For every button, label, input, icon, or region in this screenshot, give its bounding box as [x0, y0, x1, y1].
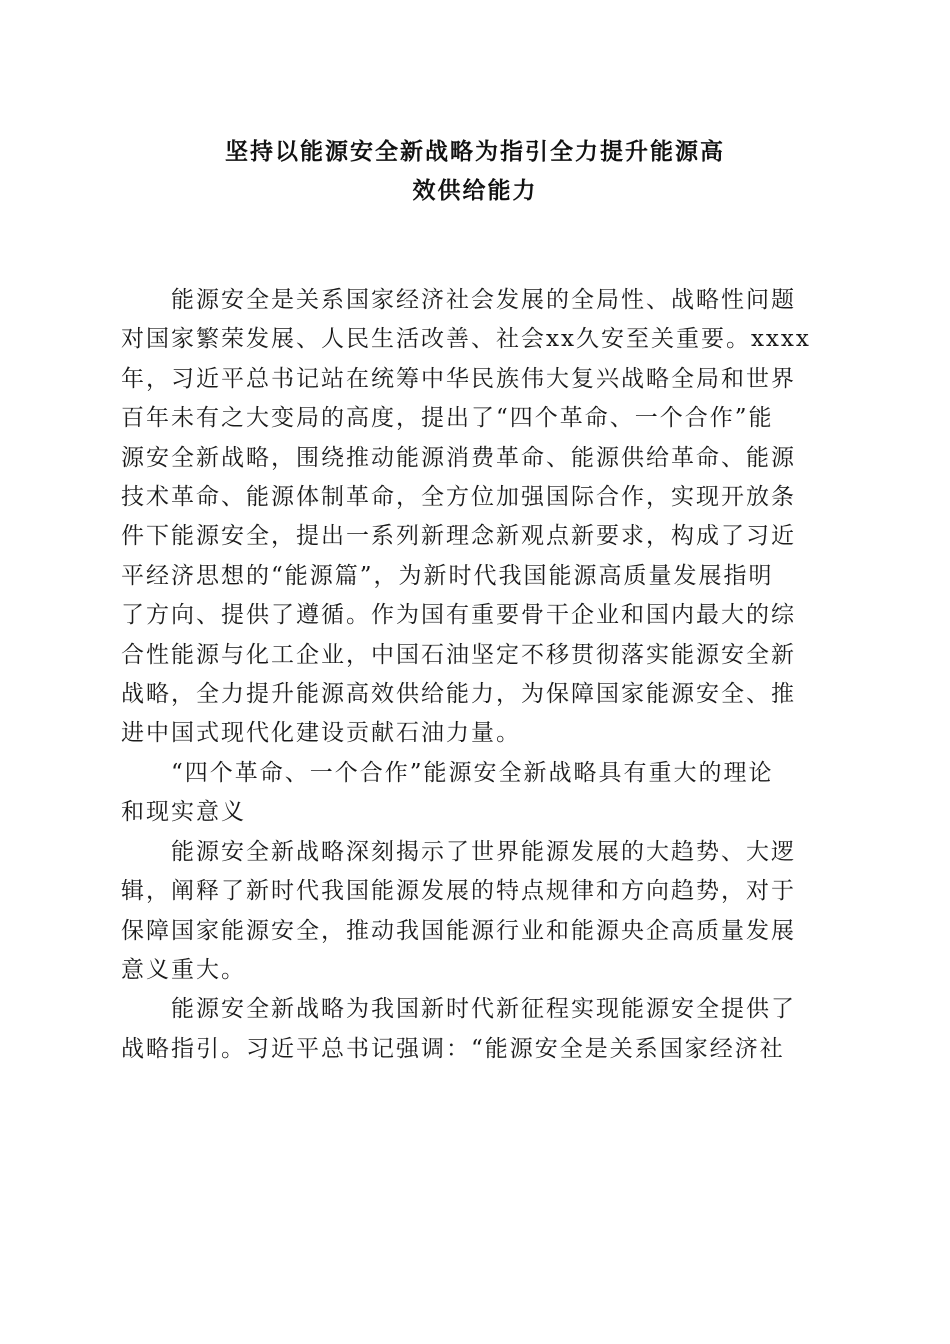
text-line: 年，习近平总书记站在统筹中华民族伟大复兴战略全局和世界 — [121, 365, 796, 392]
document-title — [110, 133, 840, 212]
text-line: 能源安全是关系国家经济社会发展的全局性、战略性问题 — [171, 287, 796, 313]
text-line: 意义重大。 — [121, 956, 246, 983]
heading-line: 和现实意义 — [121, 799, 246, 826]
text-line: 百年未有之大变局的高度，提出了“四个革命、一个合作”能 — [121, 405, 774, 432]
text-line: 保障国家能源安全，推动我国能源行业和能源央企高质量发展 — [121, 917, 796, 944]
text-line: 源安全新战略，围绕推动能源消费革命、能源供给革命、能源 — [121, 444, 796, 471]
paragraph-guidance — [121, 990, 831, 1069]
text-line: 能源安全新战略为我国新时代新征程实现能源安全提供了 — [171, 996, 796, 1023]
paragraph-significance — [121, 833, 831, 991]
text-line: 辑，阐释了新时代我国能源发展的特点规律和方向趋势，对于 — [121, 878, 796, 905]
document-body — [121, 281, 831, 1069]
text-line: 合性能源与化工企业，中国石油坚定不移贯彻落实能源安全新 — [121, 641, 796, 668]
paragraph-intro — [121, 281, 831, 754]
title-line-2: 效供给能力 — [412, 178, 538, 205]
heading-line: “四个革命、一个合作”能源安全新战略具有重大的理论 — [171, 759, 774, 786]
text-line: 件下能源安全，提出一系列新理念新观点新要求，构成了习近 — [121, 523, 796, 550]
text-line: 战略，全力提升能源高效供给能力，为保障国家能源安全、推 — [121, 681, 796, 708]
text-line: 进中国式现代化建设贡献石油力量。 — [121, 720, 521, 747]
text-line: 了方向、提供了遵循。作为国有重要骨干企业和国内最大的综 — [121, 602, 796, 629]
text-line: 战略指引。习近平总书记强调：“能源安全是关系国家经济社 — [121, 1035, 785, 1062]
text-line: 对国家繁荣发展、人民生活改善、社会xx久安至关重要。xxxx — [121, 326, 811, 353]
text-line: 技术革命、能源体制革命，全方位加强国际合作，实现开放条 — [121, 484, 796, 511]
title-line-1: 坚持以能源安全新战略为指引全力提升能源高 — [225, 139, 725, 165]
text-line: 平经济思想的“能源篇”，为新时代我国能源高质量发展指明 — [121, 562, 774, 589]
text-line: 能源安全新战略深刻揭示了世界能源发展的大趋势、大逻 — [171, 838, 796, 865]
section-heading — [121, 754, 831, 833]
